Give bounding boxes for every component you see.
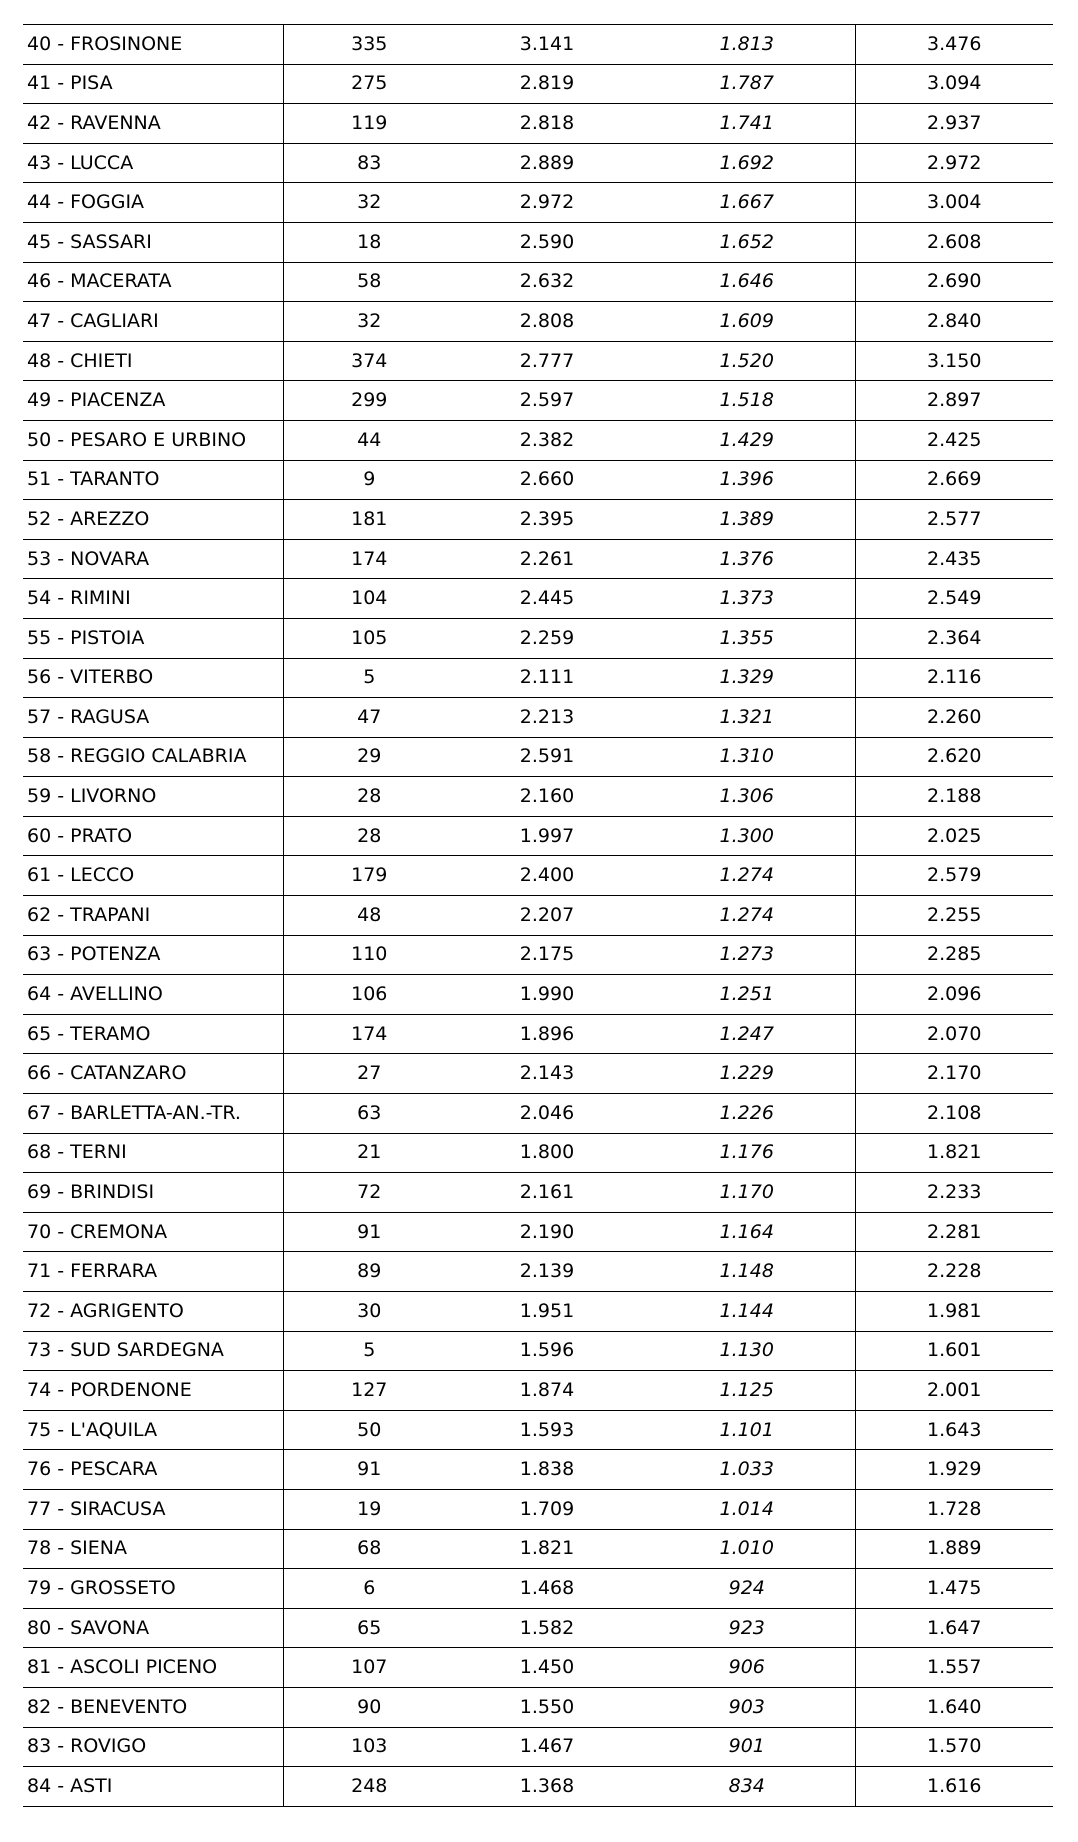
value-cell-col3: 1.896 [455, 1014, 639, 1054]
value-cell-col2: 21 [283, 1133, 455, 1173]
value-cell-col2: 103 [283, 1727, 455, 1767]
value-cell-col3: 3.141 [455, 25, 639, 64]
value-cell-col2: 104 [283, 579, 455, 619]
value-cell-col3: 1.596 [455, 1331, 639, 1371]
value-cell-col2: 72 [283, 1173, 455, 1213]
value-cell-col4: 1.321 [639, 698, 855, 738]
value-cell-col3: 2.259 [455, 618, 639, 658]
table-row [23, 25, 1053, 64]
value-cell-col2: 48 [283, 896, 455, 936]
table-row [23, 183, 1053, 223]
value-cell-col3: 1.467 [455, 1727, 639, 1767]
value-cell-col3: 1.800 [455, 1133, 639, 1173]
value-cell-col4: 1.274 [639, 896, 855, 936]
value-cell-col5: 2.285 [855, 935, 1053, 975]
value-cell-col5: 2.608 [855, 222, 1053, 262]
value-cell-col3: 2.261 [455, 539, 639, 579]
value-cell-col2: 83 [283, 143, 455, 183]
value-cell-col4: 1.787 [639, 64, 855, 104]
value-cell-col2: 374 [283, 341, 455, 381]
value-cell-col4: 1.646 [639, 262, 855, 302]
table-row [23, 1410, 1053, 1450]
value-cell-col4: 1.652 [639, 222, 855, 262]
province-name-cell: 41 - PISA [23, 64, 283, 104]
value-cell-col3: 1.368 [455, 1767, 639, 1807]
value-cell-col2: 91 [283, 1212, 455, 1252]
province-name-cell: 42 - RAVENNA [23, 104, 283, 144]
value-cell-col2: 58 [283, 262, 455, 302]
value-cell-col4: 1.692 [639, 143, 855, 183]
value-cell-col4: 1.273 [639, 935, 855, 975]
value-cell-col5: 1.821 [855, 1133, 1053, 1173]
province-table-container [23, 24, 1053, 1807]
value-cell-col3: 2.111 [455, 658, 639, 698]
province-name-cell: 77 - SIRACUSA [23, 1489, 283, 1529]
value-cell-col2: 19 [283, 1489, 455, 1529]
value-cell-col5: 2.108 [855, 1094, 1053, 1134]
value-cell-col5: 2.228 [855, 1252, 1053, 1292]
table-row [23, 262, 1053, 302]
value-cell-col2: 107 [283, 1648, 455, 1688]
province-name-cell: 64 - AVELLINO [23, 975, 283, 1015]
value-cell-col2: 32 [283, 183, 455, 223]
province-name-cell: 67 - BARLETTA-AN.-TR. [23, 1094, 283, 1134]
value-cell-col3: 2.597 [455, 381, 639, 421]
value-cell-col5: 2.972 [855, 143, 1053, 183]
value-cell-col5: 1.601 [855, 1331, 1053, 1371]
value-cell-col3: 2.190 [455, 1212, 639, 1252]
value-cell-col4: 1.247 [639, 1014, 855, 1054]
value-cell-col2: 181 [283, 500, 455, 540]
value-cell-col3: 2.046 [455, 1094, 639, 1134]
table-row [23, 1489, 1053, 1529]
value-cell-col2: 44 [283, 420, 455, 460]
value-cell-col4: 1.520 [639, 341, 855, 381]
value-cell-col2: 65 [283, 1608, 455, 1648]
value-cell-col5: 2.937 [855, 104, 1053, 144]
province-name-cell: 73 - SUD SARDEGNA [23, 1331, 283, 1371]
value-cell-col4: 1.144 [639, 1292, 855, 1332]
province-name-cell: 62 - TRAPANI [23, 896, 283, 936]
value-cell-col5: 2.001 [855, 1371, 1053, 1411]
province-name-cell: 44 - FOGGIA [23, 183, 283, 223]
value-cell-col4: 906 [639, 1648, 855, 1688]
province-name-cell: 58 - REGGIO CALABRIA [23, 737, 283, 777]
value-cell-col2: 50 [283, 1410, 455, 1450]
table-row [23, 1252, 1053, 1292]
value-cell-col2: 28 [283, 816, 455, 856]
value-cell-col3: 2.777 [455, 341, 639, 381]
value-cell-col2: 335 [283, 25, 455, 64]
value-cell-col5: 2.690 [855, 262, 1053, 302]
province-name-cell: 60 - PRATO [23, 816, 283, 856]
table-row [23, 1292, 1053, 1332]
value-cell-col3: 2.139 [455, 1252, 639, 1292]
value-cell-col2: 9 [283, 460, 455, 500]
value-cell-col3: 2.808 [455, 302, 639, 342]
value-cell-col3: 2.143 [455, 1054, 639, 1094]
value-cell-col2: 106 [283, 975, 455, 1015]
province-name-cell: 84 - ASTI [23, 1767, 283, 1807]
value-cell-col5: 1.889 [855, 1529, 1053, 1569]
province-table [23, 25, 1053, 1807]
value-cell-col3: 2.660 [455, 460, 639, 500]
table-row [23, 1014, 1053, 1054]
value-cell-col5: 2.897 [855, 381, 1053, 421]
value-cell-col3: 2.175 [455, 935, 639, 975]
table-row [23, 104, 1053, 144]
value-cell-col4: 1.389 [639, 500, 855, 540]
table-row [23, 1371, 1053, 1411]
table-row [23, 618, 1053, 658]
table-row [23, 698, 1053, 738]
value-cell-col2: 89 [283, 1252, 455, 1292]
value-cell-col3: 2.207 [455, 896, 639, 936]
table-row [23, 1727, 1053, 1767]
value-cell-col2: 30 [283, 1292, 455, 1332]
province-name-cell: 72 - AGRIGENTO [23, 1292, 283, 1332]
value-cell-col3: 2.161 [455, 1173, 639, 1213]
value-cell-col5: 1.647 [855, 1608, 1053, 1648]
value-cell-col2: 119 [283, 104, 455, 144]
value-cell-col2: 179 [283, 856, 455, 896]
value-cell-col5: 2.233 [855, 1173, 1053, 1213]
value-cell-col4: 1.148 [639, 1252, 855, 1292]
value-cell-col5: 1.643 [855, 1410, 1053, 1450]
value-cell-col2: 90 [283, 1687, 455, 1727]
table-row [23, 1331, 1053, 1371]
value-cell-col5: 1.616 [855, 1767, 1053, 1807]
table-row [23, 64, 1053, 104]
province-name-cell: 69 - BRINDISI [23, 1173, 283, 1213]
province-name-cell: 47 - CAGLIARI [23, 302, 283, 342]
value-cell-col4: 1.251 [639, 975, 855, 1015]
value-cell-col2: 105 [283, 618, 455, 658]
table-row [23, 896, 1053, 936]
value-cell-col5: 1.475 [855, 1569, 1053, 1609]
table-row [23, 777, 1053, 817]
value-cell-col2: 6 [283, 1569, 455, 1609]
value-cell-col4: 903 [639, 1687, 855, 1727]
value-cell-col4: 1.376 [639, 539, 855, 579]
province-name-cell: 80 - SAVONA [23, 1608, 283, 1648]
table-row [23, 1767, 1053, 1807]
table-row [23, 222, 1053, 262]
value-cell-col5: 3.004 [855, 183, 1053, 223]
table-row [23, 500, 1053, 540]
value-cell-col3: 1.838 [455, 1450, 639, 1490]
value-cell-col2: 27 [283, 1054, 455, 1094]
value-cell-col3: 2.445 [455, 579, 639, 619]
value-cell-col4: 1.813 [639, 25, 855, 64]
province-name-cell: 66 - CATANZARO [23, 1054, 283, 1094]
table-row [23, 1608, 1053, 1648]
value-cell-col5: 2.025 [855, 816, 1053, 856]
province-name-cell: 75 - L'AQUILA [23, 1410, 283, 1450]
value-cell-col5: 2.840 [855, 302, 1053, 342]
table-row [23, 975, 1053, 1015]
value-cell-col4: 1.609 [639, 302, 855, 342]
table-row [23, 579, 1053, 619]
value-cell-col5: 2.070 [855, 1014, 1053, 1054]
value-cell-col2: 29 [283, 737, 455, 777]
value-cell-col5: 1.929 [855, 1450, 1053, 1490]
province-name-cell: 51 - TARANTO [23, 460, 283, 500]
value-cell-col4: 1.170 [639, 1173, 855, 1213]
province-name-cell: 49 - PIACENZA [23, 381, 283, 421]
value-cell-col3: 1.550 [455, 1687, 639, 1727]
value-cell-col3: 2.819 [455, 64, 639, 104]
value-cell-col2: 275 [283, 64, 455, 104]
value-cell-col4: 1.310 [639, 737, 855, 777]
value-cell-col2: 32 [283, 302, 455, 342]
table-row [23, 1133, 1053, 1173]
province-name-cell: 55 - PISTOIA [23, 618, 283, 658]
value-cell-col3: 2.632 [455, 262, 639, 302]
value-cell-col4: 1.429 [639, 420, 855, 460]
table-row [23, 1529, 1053, 1569]
table-row [23, 816, 1053, 856]
value-cell-col2: 299 [283, 381, 455, 421]
value-cell-col2: 174 [283, 1014, 455, 1054]
value-cell-col4: 1.229 [639, 1054, 855, 1094]
province-name-cell: 81 - ASCOLI PICENO [23, 1648, 283, 1688]
table-row [23, 1212, 1053, 1252]
value-cell-col4: 924 [639, 1569, 855, 1609]
value-cell-col5: 3.476 [855, 25, 1053, 64]
table-row [23, 143, 1053, 183]
table-row [23, 341, 1053, 381]
province-name-cell: 48 - CHIETI [23, 341, 283, 381]
value-cell-col5: 3.094 [855, 64, 1053, 104]
value-cell-col4: 1.306 [639, 777, 855, 817]
province-name-cell: 56 - VITERBO [23, 658, 283, 698]
table-row [23, 460, 1053, 500]
value-cell-col5: 1.557 [855, 1648, 1053, 1688]
province-name-cell: 52 - AREZZO [23, 500, 283, 540]
province-name-cell: 46 - MACERATA [23, 262, 283, 302]
value-cell-col4: 1.176 [639, 1133, 855, 1173]
value-cell-col4: 1.518 [639, 381, 855, 421]
value-cell-col3: 2.591 [455, 737, 639, 777]
province-name-cell: 82 - BENEVENTO [23, 1687, 283, 1727]
table-body [23, 25, 1053, 1806]
value-cell-col4: 1.164 [639, 1212, 855, 1252]
value-cell-col4: 1.125 [639, 1371, 855, 1411]
province-name-cell: 65 - TERAMO [23, 1014, 283, 1054]
value-cell-col2: 5 [283, 658, 455, 698]
value-cell-col4: 1.226 [639, 1094, 855, 1134]
province-name-cell: 71 - FERRARA [23, 1252, 283, 1292]
value-cell-col3: 1.593 [455, 1410, 639, 1450]
province-name-cell: 70 - CREMONA [23, 1212, 283, 1252]
value-cell-col3: 1.582 [455, 1608, 639, 1648]
value-cell-col3: 2.400 [455, 856, 639, 896]
value-cell-col5: 2.435 [855, 539, 1053, 579]
value-cell-col2: 68 [283, 1529, 455, 1569]
table-row [23, 539, 1053, 579]
value-cell-col3: 2.590 [455, 222, 639, 262]
value-cell-col4: 901 [639, 1727, 855, 1767]
value-cell-col5: 1.728 [855, 1489, 1053, 1529]
value-cell-col2: 18 [283, 222, 455, 262]
value-cell-col5: 2.170 [855, 1054, 1053, 1094]
province-name-cell: 40 - FROSINONE [23, 25, 283, 64]
table-row [23, 302, 1053, 342]
value-cell-col5: 1.981 [855, 1292, 1053, 1332]
value-cell-col4: 1.101 [639, 1410, 855, 1450]
province-name-cell: 76 - PESCARA [23, 1450, 283, 1490]
table-row [23, 1450, 1053, 1490]
province-name-cell: 57 - RAGUSA [23, 698, 283, 738]
province-name-cell: 83 - ROVIGO [23, 1727, 283, 1767]
value-cell-col3: 2.160 [455, 777, 639, 817]
value-cell-col3: 2.395 [455, 500, 639, 540]
province-name-cell: 63 - POTENZA [23, 935, 283, 975]
value-cell-col5: 3.150 [855, 341, 1053, 381]
value-cell-col3: 1.709 [455, 1489, 639, 1529]
value-cell-col3: 1.874 [455, 1371, 639, 1411]
value-cell-col5: 2.425 [855, 420, 1053, 460]
value-cell-col4: 923 [639, 1608, 855, 1648]
value-cell-col2: 248 [283, 1767, 455, 1807]
value-cell-col2: 174 [283, 539, 455, 579]
value-cell-col5: 1.640 [855, 1687, 1053, 1727]
province-name-cell: 45 - SASSARI [23, 222, 283, 262]
table-row [23, 381, 1053, 421]
value-cell-col4: 1.667 [639, 183, 855, 223]
table-row [23, 856, 1053, 896]
table-row [23, 420, 1053, 460]
value-cell-col4: 1.300 [639, 816, 855, 856]
value-cell-col3: 2.889 [455, 143, 639, 183]
table-row [23, 1569, 1053, 1609]
table-row [23, 1648, 1053, 1688]
value-cell-col2: 5 [283, 1331, 455, 1371]
value-cell-col4: 1.329 [639, 658, 855, 698]
province-name-cell: 68 - TERNI [23, 1133, 283, 1173]
value-cell-col4: 1.130 [639, 1331, 855, 1371]
table-row [23, 1173, 1053, 1213]
province-name-cell: 79 - GROSSETO [23, 1569, 283, 1609]
value-cell-col4: 1.033 [639, 1450, 855, 1490]
table-row [23, 935, 1053, 975]
value-cell-col3: 2.382 [455, 420, 639, 460]
value-cell-col4: 1.373 [639, 579, 855, 619]
province-name-cell: 53 - NOVARA [23, 539, 283, 579]
value-cell-col5: 2.669 [855, 460, 1053, 500]
province-name-cell: 59 - LIVORNO [23, 777, 283, 817]
value-cell-col5: 2.260 [855, 698, 1053, 738]
value-cell-col3: 2.818 [455, 104, 639, 144]
value-cell-col2: 127 [283, 1371, 455, 1411]
value-cell-col5: 2.579 [855, 856, 1053, 896]
value-cell-col3: 1.821 [455, 1529, 639, 1569]
province-name-cell: 54 - RIMINI [23, 579, 283, 619]
value-cell-col5: 2.281 [855, 1212, 1053, 1252]
value-cell-col5: 2.364 [855, 618, 1053, 658]
province-name-cell: 78 - SIENA [23, 1529, 283, 1569]
value-cell-col5: 2.549 [855, 579, 1053, 619]
value-cell-col3: 1.990 [455, 975, 639, 1015]
table-row [23, 737, 1053, 777]
value-cell-col5: 2.577 [855, 500, 1053, 540]
province-name-cell: 61 - LECCO [23, 856, 283, 896]
value-cell-col5: 2.096 [855, 975, 1053, 1015]
province-name-cell: 50 - PESARO E URBINO [23, 420, 283, 460]
value-cell-col3: 2.972 [455, 183, 639, 223]
value-cell-col2: 28 [283, 777, 455, 817]
province-name-cell: 43 - LUCCA [23, 143, 283, 183]
value-cell-col2: 110 [283, 935, 455, 975]
value-cell-col3: 2.213 [455, 698, 639, 738]
value-cell-col3: 1.468 [455, 1569, 639, 1609]
value-cell-col3: 1.450 [455, 1648, 639, 1688]
value-cell-col5: 2.255 [855, 896, 1053, 936]
province-name-cell: 74 - PORDENONE [23, 1371, 283, 1411]
value-cell-col2: 91 [283, 1450, 455, 1490]
value-cell-col3: 1.997 [455, 816, 639, 856]
value-cell-col3: 1.951 [455, 1292, 639, 1332]
value-cell-col2: 47 [283, 698, 455, 738]
value-cell-col4: 1.741 [639, 104, 855, 144]
value-cell-col5: 2.116 [855, 658, 1053, 698]
table-row [23, 1687, 1053, 1727]
value-cell-col4: 1.274 [639, 856, 855, 896]
value-cell-col5: 2.188 [855, 777, 1053, 817]
table-row [23, 1054, 1053, 1094]
table-row [23, 1094, 1053, 1134]
value-cell-col4: 1.010 [639, 1529, 855, 1569]
value-cell-col4: 1.355 [639, 618, 855, 658]
value-cell-col2: 63 [283, 1094, 455, 1134]
table-row [23, 658, 1053, 698]
value-cell-col5: 1.570 [855, 1727, 1053, 1767]
value-cell-col4: 1.014 [639, 1489, 855, 1529]
value-cell-col5: 2.620 [855, 737, 1053, 777]
value-cell-col4: 1.396 [639, 460, 855, 500]
value-cell-col4: 834 [639, 1767, 855, 1807]
